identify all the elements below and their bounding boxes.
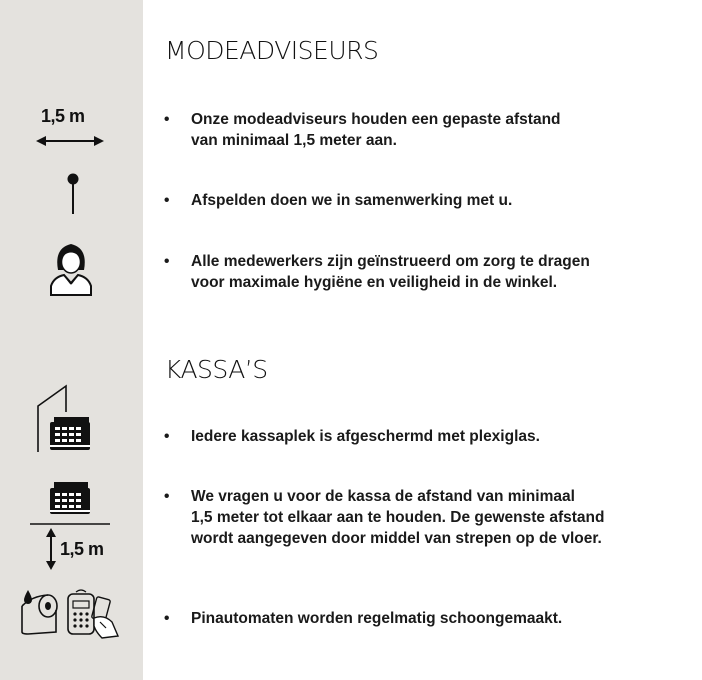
bullet-dot: • <box>164 428 170 445</box>
bullet-text: Afspelden doen we in samenwerking met u. <box>191 192 513 209</box>
distance-arrow-icon <box>36 106 106 150</box>
employee-icon <box>48 240 94 298</box>
bullet-text: Onze modeadviseurs houden een gepaste afstand van minimaal 1,5 meter aan. <box>191 111 561 149</box>
section-heading-modeadviseurs: MODEADVISEURS <box>165 36 379 65</box>
bullet-item-hygiene <box>164 251 674 293</box>
distance-label: 1,5 m <box>41 106 85 126</box>
cleaning-payment-terminal-icon <box>18 588 122 640</box>
bullet-text: Alle medewerkers zijn geïnstrueerd om zorg te dragen voor maximale hygiëne en veiligheid in de winkel. <box>191 253 590 291</box>
bullet-dot: • <box>164 192 170 209</box>
bullet-item-distance <box>164 109 674 151</box>
bullet-item-plexiglass <box>164 426 674 447</box>
bullet-dot: • <box>164 610 170 627</box>
bullet-item-queue-distance <box>164 486 674 549</box>
icon-sidebar <box>0 0 143 680</box>
register-floor-distance-icon <box>30 482 122 574</box>
section-heading-kassas: KASSA’S <box>165 355 268 384</box>
bullet-text: Pinautomaten worden regelmatig schoongemaakt. <box>191 610 563 627</box>
distance-label: 1,5 m <box>60 539 104 559</box>
bullet-item-terminal-cleaning <box>164 608 674 629</box>
bullet-dot: • <box>164 488 170 505</box>
bullet-text: Iedere kassaplek is afgeschermd met plexiglas. <box>191 428 540 445</box>
pin-icon <box>64 172 82 216</box>
bullet-item-pinning <box>164 190 674 211</box>
shielded-cash-register-icon <box>36 384 94 454</box>
bullet-dot: • <box>164 253 170 270</box>
bullet-text: We vragen u voor de kassa de afstand van minimaal 1,5 meter tot elkaar aan te houden. De gewenste afstand wordt aangegeven door middel van strepen op de vloer. <box>191 488 605 547</box>
bullet-dot: • <box>164 111 170 128</box>
